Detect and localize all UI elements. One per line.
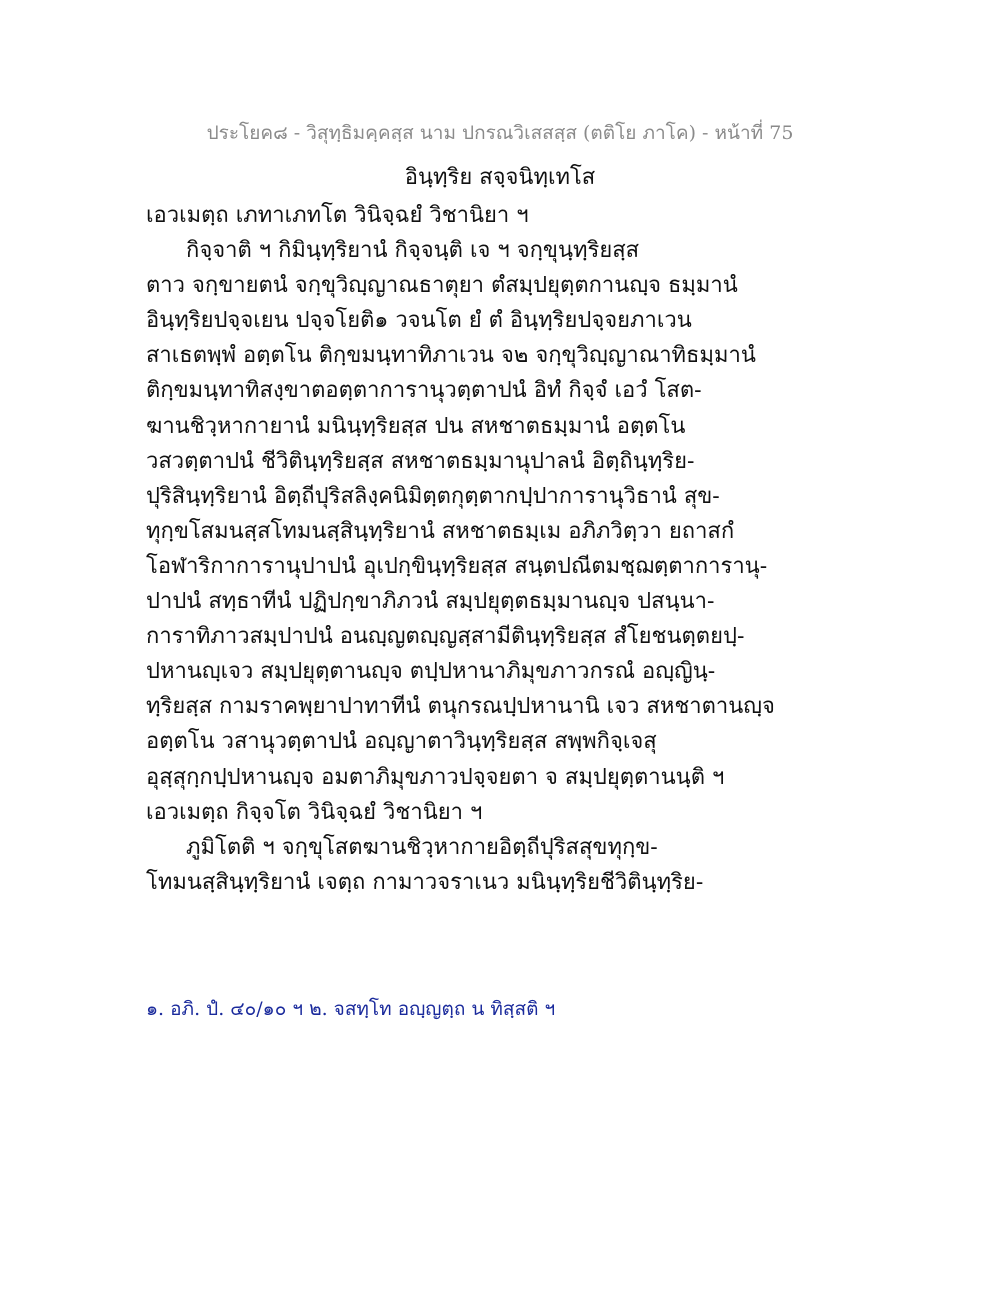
body-text [146,198,775,900]
text-line: ตาว จกฺขายตนํ จกฺขุวิญฺญาณธาตุยา ตํสมฺปยุตฺตกานญฺจ ธมฺมานํ [146,273,738,299]
text-line: โทมนสฺสินฺทฺริยานํ เจตฺถ กามาวจราเนว มนินฺทฺริยชีวิตินฺทฺริย- [146,869,704,895]
text-line: ทฺริยสฺส กามราคพฺยาปาทาทีนํ ตนุกรณปฺปหานานิ เจว สหชาตานญฺจ [146,694,775,720]
text-line: กิจฺจาติ ฯ กิมินฺทฺริยานํ กิจฺจนฺติ เจ ฯ จกฺขุนฺทฺริยสฺส [186,238,640,264]
section-title: อินฺทฺริย สจฺจนิทฺเทโส [404,165,596,190]
text-line: ปหานญฺเจว สมฺปยุตฺตานญฺจ ตปฺปหานาภิมุขภาวกรณํ อญฺญินฺ- [146,659,716,685]
running-title: ประโยค๘ - วิสุทฺธิมคฺคสฺส นาม ปกรณวิเสสสฺส (ตติโย ภาโค) - หน้าที่ 75 [206,122,794,144]
text-line: ปาปนํ สทฺธาทีนํ ปฏิปกฺขาภิภวนํ สมฺปยุตฺตธมฺมานญฺจ ปสนฺนา- [146,589,715,615]
text-line: การาทิภาวสมฺปาปนํ อนญฺญตญฺญสฺสามีตินฺทฺริยสฺส สํโยชนตฺตยปฺ- [146,624,745,650]
text-line: ปุริสินฺทฺริยานํ อิตฺถีปุริสลิงฺคนิมิตฺตกุตฺตากปฺปาการานุวิธานํ สุข- [146,483,720,509]
text-line: ฆานชิวฺหากายานํ มนินฺทฺริยสฺส ปน สหชาตธมฺมานํ อตฺตโน [146,413,686,439]
footnote: ๑. อภิ. ปํ. ๔๐/๑๐ ฯ ๒. จสทฺโท อญฺญตฺถ น ทิสฺสติ ฯ [146,998,556,1020]
text-line: วสวตฺตาปนํ ชีวิตินฺทฺริยสฺส สหชาตธมฺมานุปาลนํ อิตฺถินฺทฺริย- [146,448,695,474]
page-header [0,118,1000,148]
text-line: อุสฺสุกฺกปฺปหานญฺจ อมตาภิมุขภาวปจฺจยตา จ สมฺปยุตฺตานนฺติ ฯ [146,764,725,790]
text-line: ภูมิโตติ ฯ จกฺขุโสตฆานชิวฺหากายอิตฺถีปุริสสุขทุกฺข- [186,834,658,860]
text-line: สาเธตพฺพํ อตฺตโน ติกฺขมนฺทาทิภาเวน จ๒ จกฺขุวิญฺญาณาทิธมฺมานํ [146,343,756,369]
text-line: โอฬาริกาการานุปาปนํ อุเปกฺขินฺทฺริยสฺส สนฺตปณีตมชฺฌตฺตาการานุ- [146,553,768,579]
text-line: อตฺตโน วสานุวตฺตาปนํ อญฺญาตาวินฺทฺริยสฺส สพฺพกิจฺเจสุ [146,729,657,755]
text-line: เอวเมตฺถ เภทาเภทโต วินิจฺฉยํ วิชานิยา ฯ [146,203,529,228]
text-line: เอวเมตฺถ กิจฺจโต วินิจฺฉยํ วิชานิยา ฯ [146,799,483,825]
text-line: อินฺทฺริยปจฺจเยน ปจฺจโยติ๑ วจนโต ยํ ตํ อินฺทฺริยปจฺจยภาเวน [146,308,692,334]
text-line: ติกฺขมนฺทาทิสงฺขาตอตฺตาการานุวตฺตาปนํ อิทํ กิจฺจํ เอวํ โสต- [146,378,702,404]
text-line: ทุกฺขโสมนสฺสโทมนสฺสินฺทฺริยานํ สหชาตธมฺเม อภิภวิตฺวา ยถาสกํ [146,518,735,544]
